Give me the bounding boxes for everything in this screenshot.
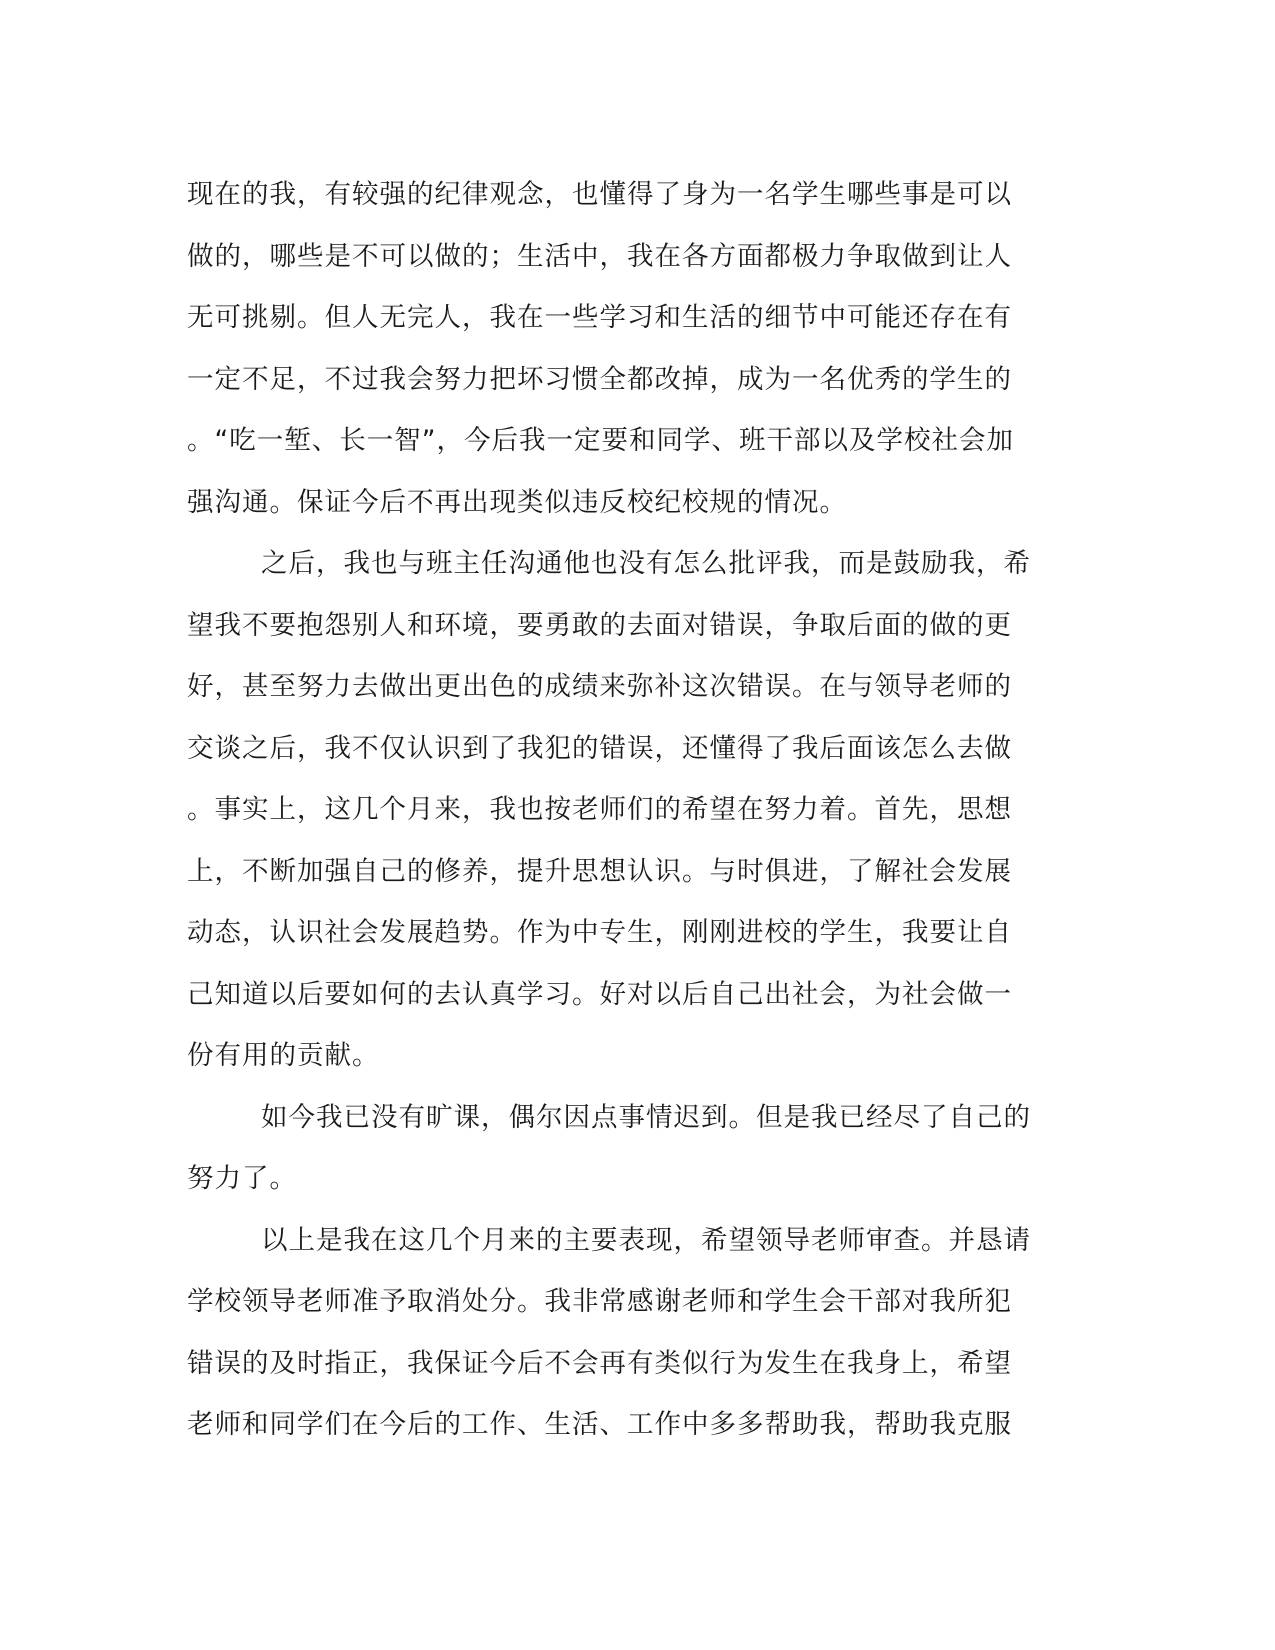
text-line: 望我不要抱怨别人和环境，要勇敢的去面对错误，争取后面的做的更 xyxy=(187,609,1012,641)
text-line: 做的，哪些是不可以做的；生活中，我在各方面都极力争取做到让人 xyxy=(187,240,1012,272)
document-body xyxy=(187,164,1087,1456)
text-line: 以上是我在这几个月来的主要表现，希望领导老师审查。并恳请 xyxy=(261,1224,1031,1256)
text-line: 无可挑剔。但人无完人，我在一些学习和生活的细节中可能还存在有 xyxy=(187,302,1012,333)
text-line: 老师和同学们在今后的工作、生活、工作中多多帮助我，帮助我克服 xyxy=(187,1409,1012,1440)
text-line: 。事实上，这几个月来，我也按老师们的希望在努力着。首先，思想 xyxy=(187,794,1012,825)
text-line: 强沟通。保证今后不再出现类似违反校纪校规的情况。 xyxy=(187,486,847,518)
text-line: 错误的及时指正，我保证今后不会再有类似行为发生在我身上，希望 xyxy=(187,1347,1012,1379)
text-line: 一定不足，不过我会努力把坏习惯全都改掉，成为一名优秀的学生的 xyxy=(187,363,1012,395)
text-line: 现在的我，有较强的纪律观念，也懂得了身为一名学生哪些事是可以 xyxy=(187,179,1012,210)
text-line: 。“吃一堑、长一智”，今后我一定要和同学、班干部以及学校社会加 xyxy=(187,425,1014,456)
text-line: 如今我已没有旷课，偶尔因点事情迟到。但是我已经尽了自己的 xyxy=(261,1101,1031,1133)
text-line: 努力了。 xyxy=(187,1163,297,1194)
text-line: 学校领导老师准予取消处分。我非常感谢老师和学生会干部对我所犯 xyxy=(187,1286,1012,1317)
text-line: 动态，认识社会发展趋势。作为中专生，刚刚进校的学生，我要让自 xyxy=(187,917,1012,948)
text-line: 上，不断加强自己的修养，提升思想认识。与时俱进，了解社会发展 xyxy=(187,855,1012,887)
text-line: 份有用的贡献。 xyxy=(187,1040,380,1071)
text-line: 交谈之后，我不仅认识到了我犯的错误，还懂得了我后面该怎么去做 xyxy=(187,732,1012,764)
text-line: 己知道以后要如何的去认真学习。好对以后自己出社会，为社会做一 xyxy=(187,978,1012,1010)
text-line: 之后，我也与班主任沟通他也没有怎么批评我，而是鼓励我，希 xyxy=(261,548,1031,579)
text-line: 好，甚至努力去做出更出色的成绩来弥补这次错误。在与领导老师的 xyxy=(187,671,1012,702)
